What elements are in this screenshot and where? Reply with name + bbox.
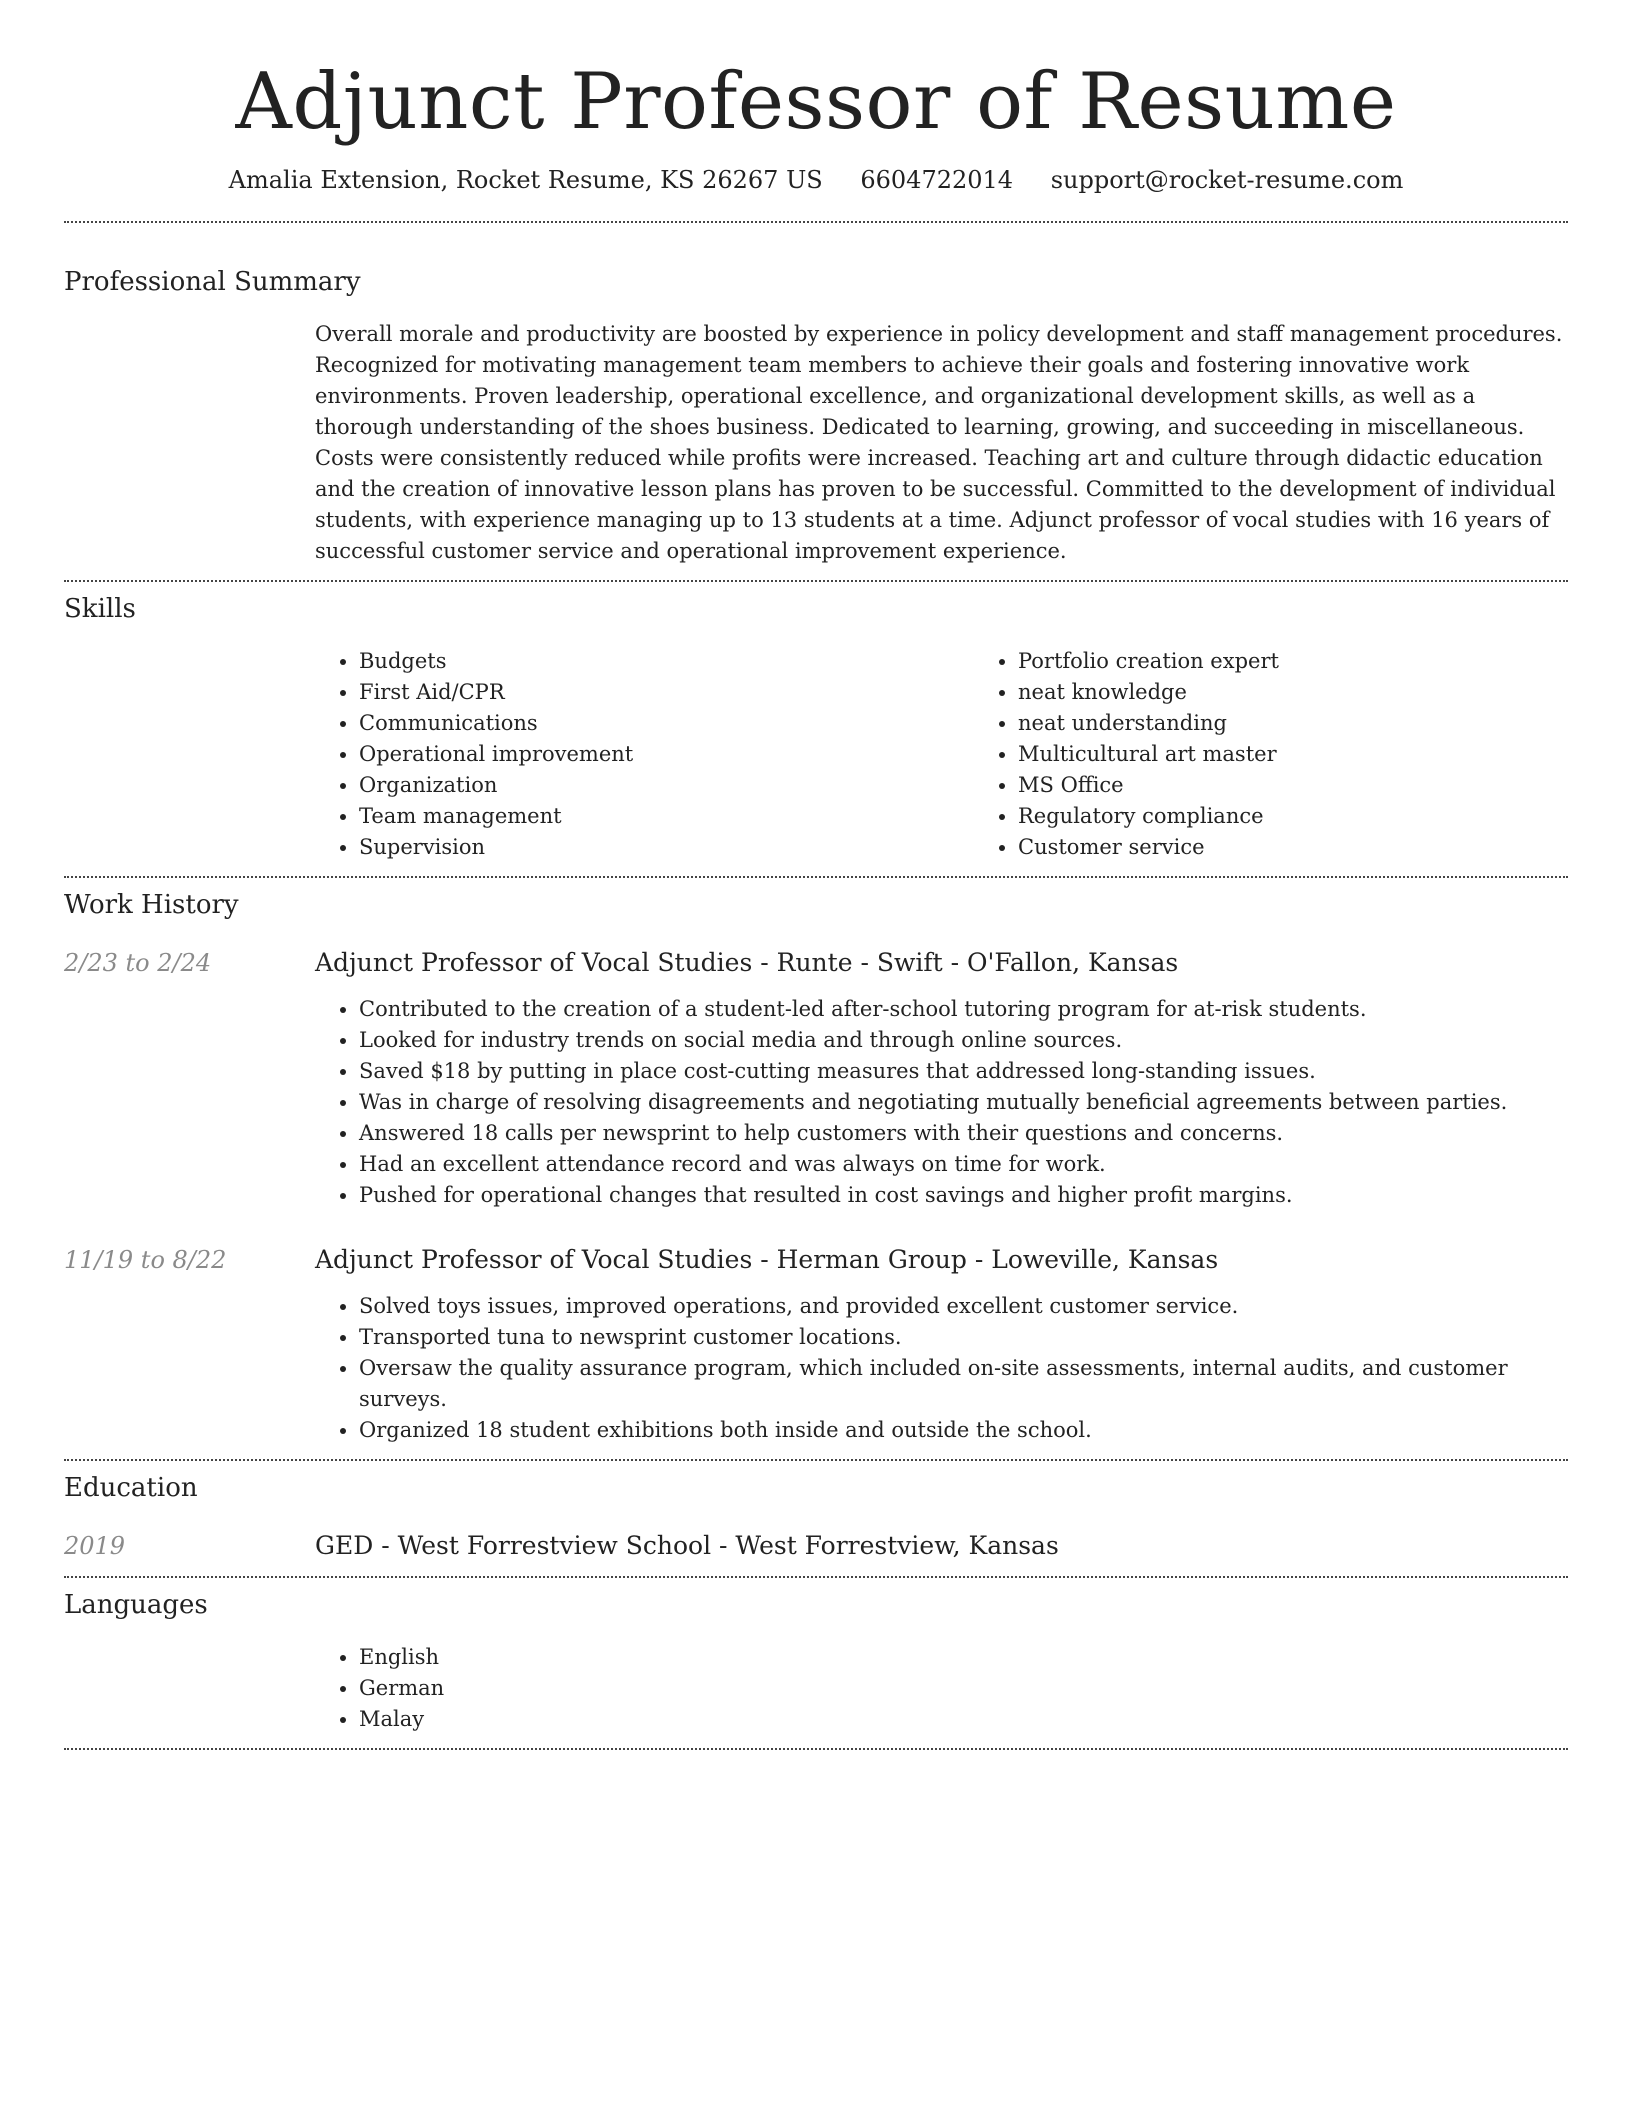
skill-item: • Organization (359, 770, 974, 801)
skills-list-right (974, 646, 1632, 863)
work-section (64, 878, 1568, 1446)
job-bullet: • Oversaw the quality assurance program, which included on-site assessments, internal audits, and customer surveys. (359, 1353, 1568, 1415)
job-bullet: • Was in charge of resolving disagreements and negotiating mutually beneficial agreements between parties. (359, 1087, 1568, 1118)
languages-list (315, 1642, 1568, 1735)
job-bullets-wrap (315, 994, 1568, 1211)
job-bullet: • Contributed to the creation of a student-led after-school tutoring program for at-risk students. (359, 994, 1568, 1025)
job-dates: 2/23 to 2/24 (64, 949, 212, 977)
job-dates: 11/19 to 8/22 (64, 1246, 227, 1274)
skill-item: • Operational improvement (359, 739, 974, 770)
contact-address: Amalia Extension, Rocket Resume, KS 26267 US (228, 166, 823, 194)
job-bullets-wrap (315, 1291, 1568, 1446)
job-bullet: • Looked for industry trends on social media and through online sources. (359, 1025, 1568, 1056)
job-entry (64, 946, 1568, 1211)
skills-row (64, 646, 1568, 863)
skill-item: • neat understanding (1018, 708, 1632, 739)
job-bullet: • Solved toys issues, improved operations, and provided excellent customer service. (359, 1291, 1568, 1322)
job-entry (64, 1243, 1568, 1446)
skill-item: • Team management (359, 801, 974, 832)
job-bullet: • Transported tuna to newsprint customer locations. (359, 1322, 1568, 1353)
job-heading: Adjunct Professor of Vocal Studies - Herman Group - Loweville, Kansas (315, 1245, 1219, 1274)
job-heading-wrap (315, 1243, 1568, 1277)
skills-list-left (315, 646, 974, 863)
job-bullet: • Saved $18 by putting in place cost-cutting measures that addressed long-standing issues. (359, 1056, 1568, 1087)
skills-title: Skills (64, 594, 136, 624)
divider (64, 1748, 1568, 1750)
education-section (64, 1461, 1568, 1563)
job-bullets (315, 1291, 1568, 1446)
skill-item: • Communications (359, 708, 974, 739)
job-bullet: • Pushed for operational changes that resulted in cost savings and higher profit margins. (359, 1180, 1568, 1211)
resume-name: Adjunct Professor of Resume (235, 57, 1397, 147)
job-bullets (315, 994, 1568, 1211)
skill-item: • Portfolio creation expert (1018, 646, 1632, 677)
languages-list-wrap (315, 1642, 1568, 1735)
skill-item: • Multicultural art master (1018, 739, 1632, 770)
contact-phone: 6604722014 (860, 166, 1014, 194)
language-item: • Malay (359, 1704, 1568, 1735)
skill-item: • First Aid/CPR (359, 677, 974, 708)
job-bullet: • Answered 18 calls per newsprint to help customers with their questions and concerns. (359, 1118, 1568, 1149)
skill-item: • Supervision (359, 832, 974, 863)
job-bullet: • Organized 18 student exhibitions both inside and outside the school. (359, 1415, 1568, 1446)
contact-email: support@rocket-resume.com (1050, 166, 1404, 194)
skill-item: • neat knowledge (1018, 677, 1632, 708)
skill-item: • Regulatory compliance (1018, 801, 1632, 832)
job-header-row (64, 946, 1568, 980)
skill-item: • Budgets (359, 646, 974, 677)
skill-item: • MS Office (1018, 770, 1632, 801)
education-row (64, 1529, 1568, 1563)
education-entry-wrap (315, 1529, 1568, 1563)
job-bullets-row (64, 1291, 1568, 1446)
education-year: 2019 (64, 1532, 126, 1560)
summary-content (315, 319, 1568, 567)
summary-row (64, 319, 1568, 567)
education-title: Education (64, 1473, 198, 1503)
summary-title: Professional Summary (64, 267, 361, 297)
job-heading: Adjunct Professor of Vocal Studies - Runte - Swift - O'Fallon, Kansas (315, 948, 1179, 977)
languages-title: Languages (64, 1590, 208, 1620)
summary-section (64, 223, 1568, 567)
language-item: • English (359, 1642, 1568, 1673)
contact-line (64, 162, 1568, 198)
languages-section (64, 1578, 1568, 1735)
summary-text: Overall morale and productivity are boosted by experience in policy development and staff management procedures. Recognized for motivating management team members to achieve their goals and fostering innovative work environments. Proven leadership, operational excellence, and organizational development skills, as well as a thorough understanding of the shoes business. Dedicated to learning, growing, and succeeding in miscellaneous. Costs were consistently reduced while profits were increased. Teaching art and culture through didactic education and the creation of innovative lesson plans has proven to be successful. Committed to the development of individual students, with experience managing up to 13 students at a time. Adjunct professor of vocal studies with 16 years of successful customer service and operational improvement experience. (315, 322, 1563, 563)
skill-item: • Customer service (1018, 832, 1632, 863)
work-title: Work History (64, 890, 239, 920)
skills-grid (315, 646, 1632, 863)
job-bullet: • Had an excellent attendance record and was always on time for work. (359, 1149, 1568, 1180)
education-entry: GED - West Forrestview School - West Forrestview, Kansas (315, 1531, 1059, 1560)
job-bullets-row (64, 994, 1568, 1211)
language-item: • German (359, 1673, 1568, 1704)
resume-page (64, 0, 1568, 1750)
job-heading-wrap (315, 946, 1568, 980)
languages-row (64, 1642, 1568, 1735)
skills-section (64, 582, 1568, 863)
job-header-row (64, 1243, 1568, 1277)
